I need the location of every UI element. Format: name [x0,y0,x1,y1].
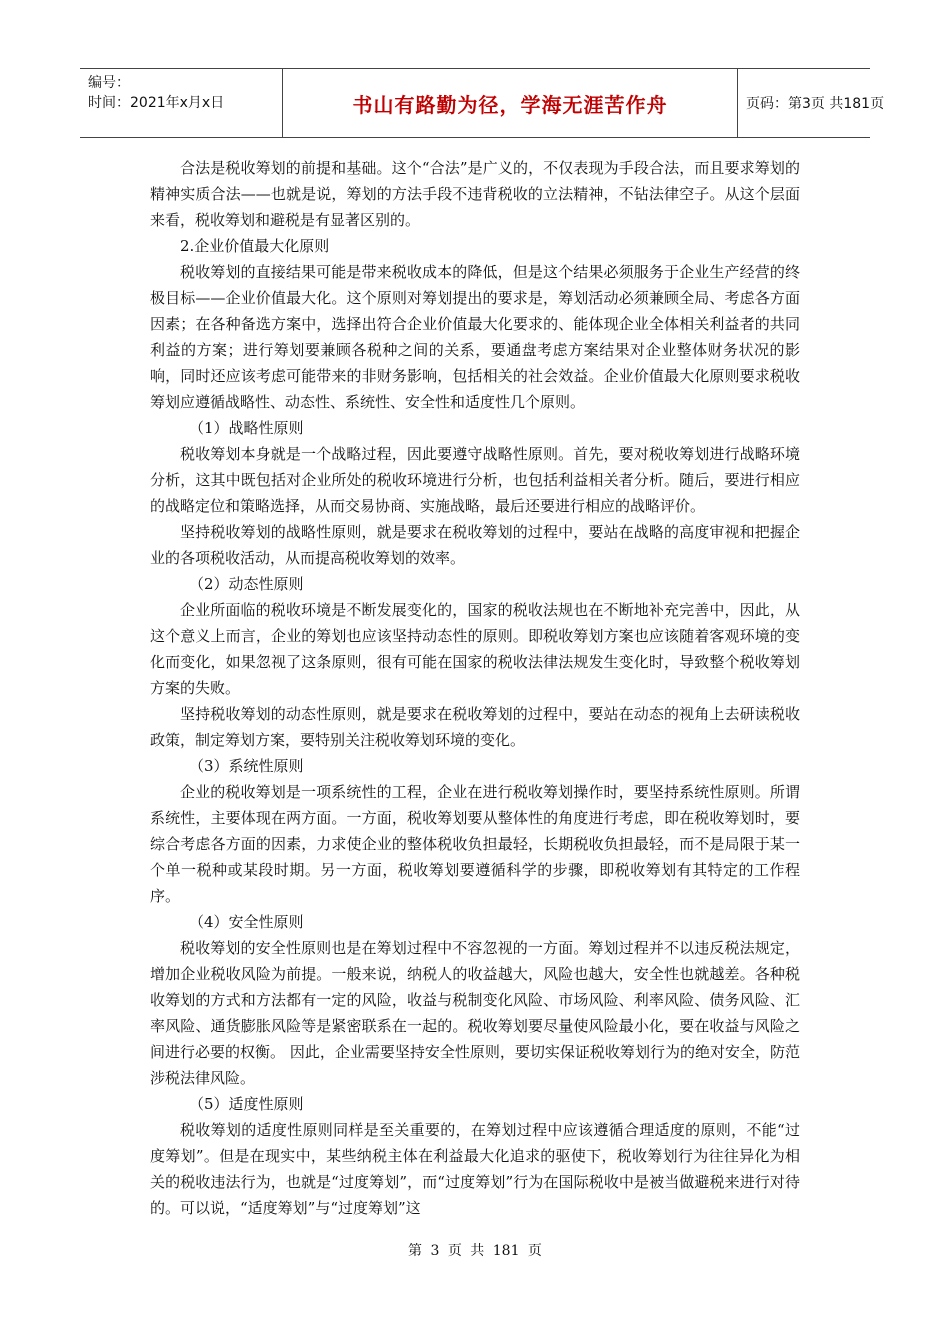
header-page-number: 页码：第3页 共181页 [746,96,885,112]
paragraph: 企业的税收筹划是一项系统性的工程，企业在进行税收筹划操作时，要坚持系统性原则。所谓系统性，主要体现在两方面。一方面，税收筹划要从整体性的角度进行考虑，即在税收筹划时，要综合考虑各方面的因素，力求使企业的整体税收负担最轻，长期税收负担最轻，而不是局限于某一个单一税种或某段时期。另一方面，税收筹划要遵循科学的步骤，即税收筹划有其特定的工作程序。 [150,783,800,905]
page-footer: 第 3 页 共 181 页 [408,1243,542,1259]
header-motto: 书山有路勤为径，学海无涯苦作舟 [352,92,668,117]
paragraph: 税收筹划的直接结果可能是带来税收成本的降低，但是这个结果必须服务于企业生产经营的终极目标——企业价值最大化。这个原则对筹划提出的要求是，筹划活动必须兼顾全局、考虑各方面因素；在各种备选方案中，选择出符合企业价值最大化要求的、能体现企业全体相关利益者的共同利益的方案；进行筹划要兼顾各税种之间的关系，要通盘考虑方案结果对企业整体财务状况的影响，同时还应该考虑可能带来的非财务影响，包括相关的社会效益。企业价值最大化原则要求税收筹划应遵循战略性、动态性、系统性、安全性和适度性几个原则。 [150,263,800,411]
subsection-heading: （4）安全性原则 [189,913,304,931]
document-number-label: 编号： [88,75,130,91]
paragraph: 税收筹划的安全性原则也是在筹划过程中不容忽视的一方面。筹划过程并不以违反税法规定，增加企业税收风险为前提。一般来说，纳税人的收益越大，风险也越大，安全性也就越差。各种税收筹划的方式和方法都有一定的风险，收益与税制变化风险、市场风险、利率风险、债务风险、汇率风险、通货膨胀风险等是紧密联系在一起的。税收筹划要尽量使风险最小化，要在收益与风险之间进行必要的权衡。 因此，企业需要坚持安全性原则，要切实保证税收筹划行为的绝对安全，防范涉税法律风险。 [150,939,800,1087]
header-meta [88,73,280,113]
paragraph: 坚持税收筹划的战略性原则，就是要求在税收筹划的过程中，要站在战略的高度审视和把握企业的各项税收活动，从而提高税收筹划的效率。 [150,523,800,567]
page-header [80,68,885,138]
document-date: 时间：2021年x月x日 [88,95,225,111]
header-divider [737,69,738,137]
paragraph: 合法是税收筹划的前提和基础。这个“合法”是广义的，不仅表现为手段合法，而且要求筹划的精神实质合法——也就是说，筹划的方法手段不违背税收的立法精神，不钻法律空子。从这个层面来看，税收筹划和避税是有显著区别的。 [150,159,800,229]
subsection-heading: （1）战略性原则 [189,419,304,437]
paragraph: 税收筹划本身就是一个战略过程，因此要遵守战略性原则。首先，要对税收筹划进行战略环境分析，这其中既包括对企业所处的税收环境进行分析，也包括利益相关者分析。随后，要进行相应的战略定位和策略选择，从而交易协商、实施战略，最后还要进行相应的战略评价。 [150,445,800,515]
subsection-heading: （3）系统性原则 [189,757,304,775]
paragraph: 企业所面临的税收环境是不断发展变化的，国家的税收法规也在不断地补充完善中，因此，从这个意义上而言，企业的筹划也应该坚持动态性的原则。即税收筹划方案也应该随着客观环境的变化而变化，如果忽视了这条原则，很有可能在国家的税收法律法规发生变化时，导致整个税收筹划方案的失败。 [150,601,800,697]
subsection-heading: （5）适度性原则 [189,1095,304,1113]
paragraph: 税收筹划的适度性原则同样是至关重要的，在筹划过程中应该遵循合理适度的原则，不能“过度筹划”。但是在现实中，某些纳税主体在利益最大化追求的驱使下，税收筹划行为往往异化为相关的税收违法行为，也就是“过度筹划”，而“过度筹划”行为在国际税收中是被当做避税来进行对待的。可以说，“适度筹划”与“过度筹划”这 [150,1121,800,1217]
section-heading: 2.企业价值最大化原则 [180,237,330,255]
subsection-heading: （2）动态性原则 [189,575,304,593]
paragraph: 坚持税收筹划的动态性原则，就是要求在税收筹划的过程中，要站在动态的视角上去研读税收政策，制定筹划方案，要特别关注税收筹划环境的变化。 [150,705,800,749]
document-body [150,155,800,1221]
